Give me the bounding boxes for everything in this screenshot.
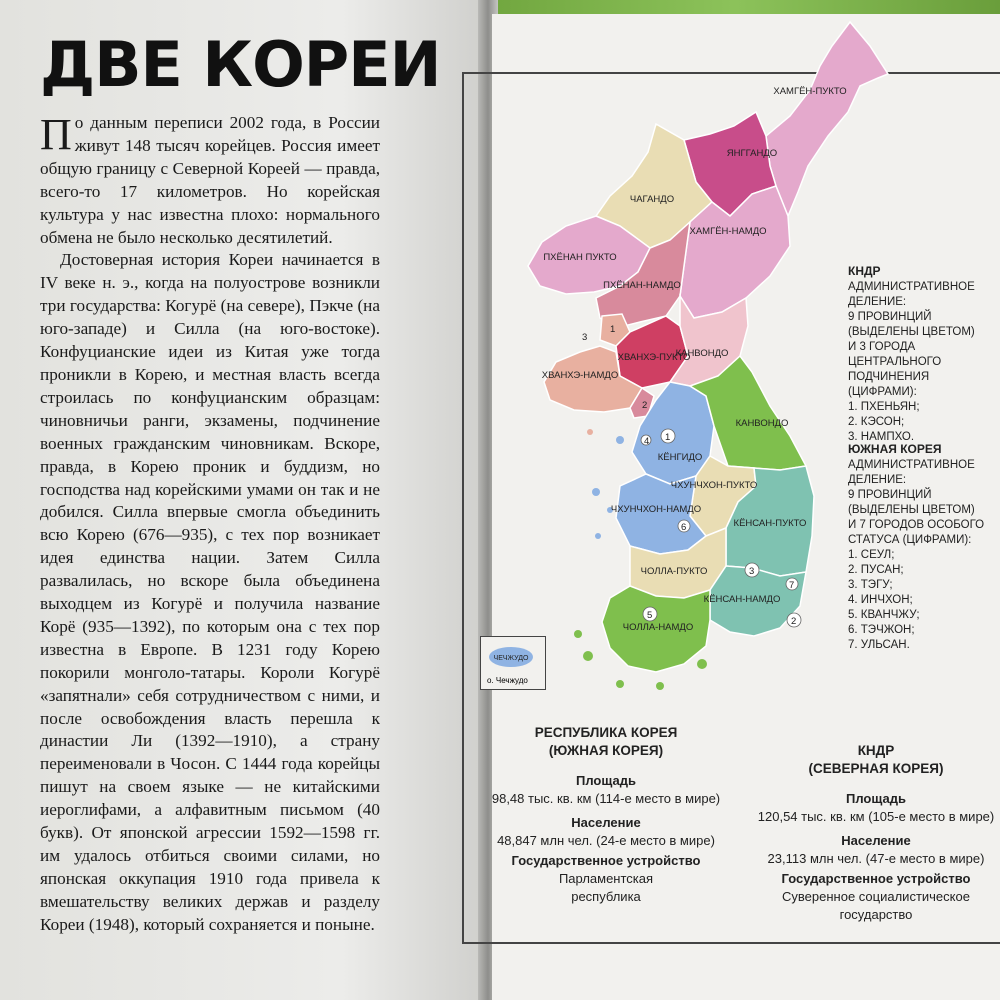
number-label: 5 bbox=[647, 610, 653, 621]
article-body bbox=[40, 112, 380, 937]
info-north-subheading: (СЕВЕРНАЯ КОРЕЯ) bbox=[808, 761, 944, 776]
label-chagando: ЧАГАНДО bbox=[629, 194, 675, 205]
info-south-subheading: (ЮЖНАЯ КОРЕЯ) bbox=[548, 743, 664, 758]
label-chungchong-namdo: ЧХУНЧХОН-НАМДО bbox=[610, 504, 702, 515]
label-hamgyon-namdo: ХАМГЁН-НАМДО bbox=[689, 226, 767, 237]
legend-north-line: 9 ПРОВИНЦИЙ bbox=[848, 311, 932, 323]
legend-north-line: (ВЫДЕЛЕНЫ ЦВЕТОМ) bbox=[848, 326, 975, 338]
left-page bbox=[0, 0, 488, 1000]
label-kyongsan-namdo: КЁНСАН-НАМДО bbox=[703, 594, 781, 605]
label-kangwondo-north: КАНВОНДО bbox=[675, 348, 729, 359]
legend-south-line: 6. ТЭЧЖОН; bbox=[848, 624, 915, 636]
legend-north-line: 1. ПХЕНЬЯН; bbox=[848, 401, 920, 413]
legend-south-line: 7. УЛЬСАН. bbox=[848, 639, 910, 651]
legend-south-line: 4. ИНЧХОН; bbox=[848, 594, 913, 606]
drop-cap: П bbox=[40, 110, 72, 159]
paragraph-2: Достоверная история Кореи начинается в IV веке н. э., когда на полуострове возникли три государства: Когурё (на севере), Пэкче (на юго-западе) и Силла (на юго-востоке). Конфуцианские идеи из Китая уже тогда проникли в Корею, и местная власть всегда строилась по конфуцианским образцам: чиновничьи ранги, экзамены, подчинение военных гражданским чиновникам. Вскоре, правда, в Корею проник и буддизм, но господства над корейскими умами он так и не добился. Силла впервые смогла объединить всю Корею (676—935), с тех пор возникает идея единства нации. Затем Силла развалилась, но вскоре была объединена выходцем из Когурё и получила название Корё (935—1392), по которым она с тех пор известна в Европе. В 1231 году Корею покорили монголо-татары. Короли Когурё «запятнали» себя сотрудничеством с ними, и после освобождения власть перешла к династии Ли (1392—1910), а страну переименовали в Чосон. С 1444 года корейцы пишут на своем языке — не китайскими иероглифами, а алфавитным письмом (40 букв). От японской агрессии 1592—1598 гг. им удалось отбиться своими силами, но японская оккупация 1910 года привела к вмешательству великих держав и разделу Кореи (1948), который сохраняется и поныне. bbox=[40, 250, 380, 934]
legend-south-title: ЮЖНАЯ КОРЕЯ bbox=[848, 442, 942, 456]
label-cholla-pukto: ЧОЛЛА-ПУКТО bbox=[640, 566, 708, 577]
label-phyongan-namdo: ПХЁНАН-НАМДО bbox=[603, 280, 681, 291]
legend-north-line: ДЕЛЕНИЕ: bbox=[848, 296, 907, 308]
legend-south-line: 3. ТЭГУ; bbox=[848, 579, 893, 591]
label-hwanghae-pukto: ХВАНХЭ-ПУКТО bbox=[617, 352, 691, 363]
info-south-gov-value: Парламентская bbox=[558, 871, 654, 886]
number-label: 3 bbox=[749, 566, 755, 577]
number-label: 2 bbox=[642, 400, 648, 411]
info-north-pop-label: Население bbox=[841, 833, 911, 848]
legend-south bbox=[848, 442, 984, 653]
info-north bbox=[752, 742, 1000, 924]
legend-south-line: И 7 ГОРОДОВ ОСОБОГО bbox=[848, 519, 985, 531]
number-label: 1 bbox=[610, 324, 616, 335]
legend-south-line: АДМИНИСТРАТИВНОЕ bbox=[848, 459, 975, 471]
info-south-pop-label: Население bbox=[571, 815, 641, 830]
info-south-heading: РЕСПУБЛИКА КОРЕЯ bbox=[534, 725, 678, 740]
info-south-area-value: 98,48 тыс. кв. км (114-е место в мире) bbox=[491, 791, 721, 806]
number-label: 6 bbox=[681, 522, 687, 533]
label-yanggando: ЯНГГАНДО bbox=[726, 148, 778, 159]
label-phyongan-pukto: ПХЁНАН ПУКТО bbox=[543, 252, 617, 263]
korea-map bbox=[470, 16, 900, 706]
legend-north bbox=[848, 264, 1000, 445]
label-kangwondo-south: КАНВОНДО bbox=[735, 418, 789, 429]
jeju-island bbox=[481, 637, 545, 677]
legend-north-line: 3. НАМПХО. bbox=[848, 431, 915, 443]
legend-north-title: КНДР bbox=[848, 264, 881, 278]
info-north-gov-value: государство bbox=[839, 907, 913, 922]
info-north-pop-value: 23,113 млн чел. (47-е место в мире) bbox=[767, 851, 985, 866]
legend-south-line: ДЕЛЕНИЕ: bbox=[848, 474, 907, 486]
legend-south-line: СТАТУСА (ЦИФРАМИ): bbox=[848, 534, 972, 546]
paragraph-1 bbox=[40, 112, 380, 249]
paragraph-1-text: о данным переписи 2002 года, в России живут 148 тысяч корейцев. Россия имеет общую границу с Северной Кореей — правда, всего-то 17 километров. Но корейская культура у нас известна плохо: нормального обмена не было несколько десятилетий. bbox=[40, 113, 380, 247]
legend-north-line: АДМИНИСТРАТИВНОЕ bbox=[848, 281, 975, 293]
label-kyonggido: КЁНГИДО bbox=[657, 452, 703, 463]
legend-south-line: 9 ПРОВИНЦИЙ bbox=[848, 489, 932, 501]
page-title: ДВЕ КОРЕИ bbox=[40, 28, 441, 101]
label-hamgyon-pukto: ХАМГЁН-ПУКТО bbox=[773, 86, 847, 97]
info-south-area-label: Площадь bbox=[576, 773, 636, 788]
info-south-gov-value: республика bbox=[571, 889, 641, 904]
legend-south-line: 5. КВАНЧЖУ; bbox=[848, 609, 920, 621]
info-south bbox=[476, 724, 736, 906]
number-label: 7 bbox=[789, 580, 795, 591]
legend-north-line: И 3 ГОРОДА bbox=[848, 341, 916, 353]
label-chungchong-pukto: ЧХУНЧХОН-ПУКТО bbox=[670, 480, 758, 491]
legend-north-line: ПОДЧИНЕНИЯ (ЦИФРАМИ): bbox=[848, 371, 930, 398]
label-cholla-namdo: ЧОЛЛА-НАМДО bbox=[622, 622, 694, 633]
legend-north-line: 2. КЭСОН; bbox=[848, 416, 905, 428]
number-label: 4 bbox=[644, 436, 650, 447]
info-north-area-label: Площадь bbox=[846, 791, 906, 806]
label-kyongsan-pukto: КЁНСАН-ПУКТО bbox=[733, 518, 807, 529]
legend-south-line: 1. СЕУЛ; bbox=[848, 549, 895, 561]
info-south-gov-label: Государственное устройство bbox=[511, 853, 701, 868]
number-label: 1 bbox=[665, 432, 671, 443]
jeju-inset bbox=[480, 636, 546, 690]
label-hwanghae-namdo: ХВАНХЭ-НАМДО bbox=[541, 370, 619, 381]
number-label: 2 bbox=[791, 616, 797, 627]
info-north-heading: КНДР bbox=[857, 743, 895, 758]
info-north-area-value: 120,54 тыс. кв. км (105-е место в мире) bbox=[757, 809, 995, 824]
number-label: 3 bbox=[582, 332, 588, 343]
info-south-pop-value: 48,847 млн чел. (24-е место в мире) bbox=[497, 833, 715, 848]
info-north-gov-label: Государственное устройство bbox=[781, 871, 971, 886]
legend-north-line: ЦЕНТРАЛЬНОГО bbox=[848, 356, 942, 368]
info-north-gov-value: Суверенное социалистическое bbox=[782, 889, 970, 904]
jeju-caption: о. Чечжудо bbox=[487, 676, 528, 685]
legend-south-line: 2. ПУСАН; bbox=[848, 564, 904, 576]
jeju-label: ЧЕЧЖУДО bbox=[493, 655, 529, 662]
legend-south-line: (ВЫДЕЛЕНЫ ЦВЕТОМ) bbox=[848, 504, 975, 516]
region-hamgyon-pukto bbox=[766, 22, 888, 216]
